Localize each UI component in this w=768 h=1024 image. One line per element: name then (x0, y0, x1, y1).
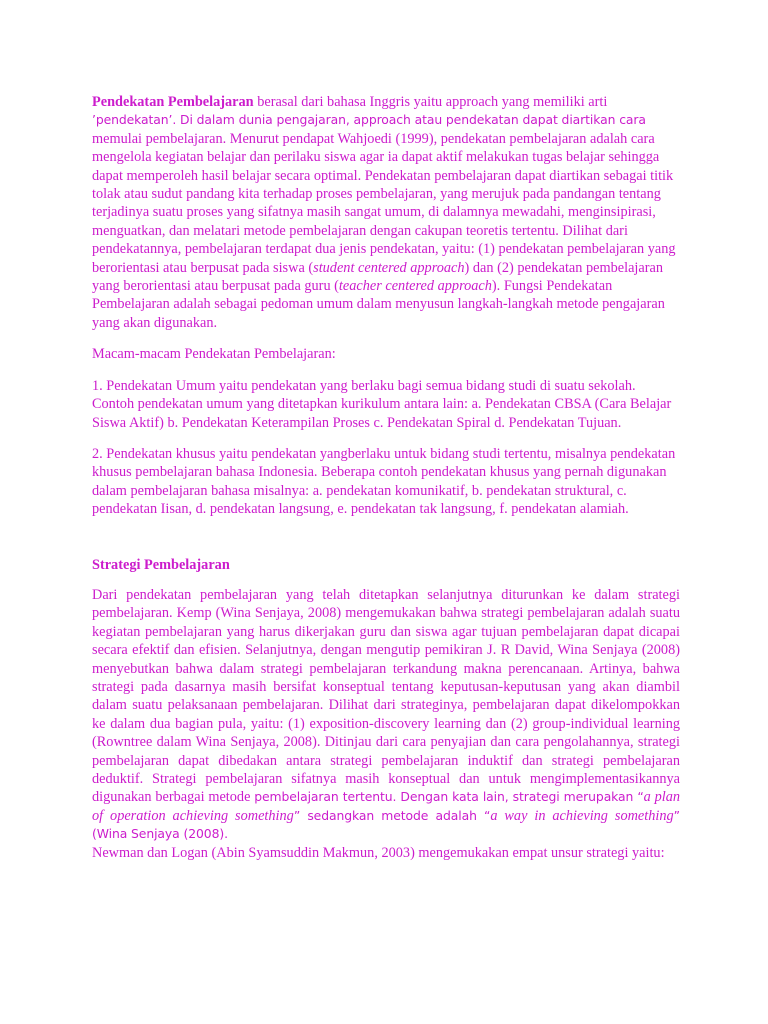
text-run: Dari pendekatan pembelajaran yang telah ditetapkan selanjutnya diturunkan ke dalam strategi pembelajaran. Kemp (Wina Senjaya, 2008) mengemukakan bahwa strategi pembelajaran adalah suatu kegiatan pembelajaran yang harus dikerjakan guru dan siswa agar tujuan pembelajaran dapat dicapai secara efektif dan efisien. Selanjutnya, dengan mengutip pemikiran J. R David, Wina Senjaya (2008) menyebutkan bahwa dalam strategi pembelajaran terkandung makna perencanaan. Artinya, bahwa strategi pada dasarnya masih bersifat konseptual tentang keputusan-keputusan yang akan diambil dalam suatu pelaksanaan pembelajaran. Dilihat dari strateginya, pembelajaran dapat dikelompokkan ke dalam dua bagian pula, yaitu: (1) exposition-discovery learning dan (2) group-individual learning (Rowntree dalam Wina Senjaya, 2008). Ditinjau dari cara penyajian dan cara pengolahannya, strategi pembelajaran dapat dibedakan antara strategi pembelajaran induktif dan strategi pembelajaran deduktif. Strategi pembelajaran sifatnya masih konseptual dan untuk mengimplementasikannya digunakan berbagai metode (92, 586, 680, 806)
paragraph-pendekatan-khusus: 2. Pendekatan khusus yaitu pendekatan yangberlaku untuk bidang studi tertentu, misalnya pendekatan khusus pembelajaran bahasa Indonesia. Beberapa contoh pendekatan khusus yang pernah digunakan dalam pembelajaran bahasa misalnya: a. pendekatan komunikatif, b. pendekatan struktural, c. pendekatan Iisan, d. pendekatan langsung, e. pendekatan tak langsung, f. pendekatan alamiah. (92, 445, 676, 518)
term-pendekatan-pembelajaran: Pendekatan Pembelajaran (92, 94, 254, 110)
italic-term-student-centered: student centered approach (313, 259, 465, 276)
italic-quote-way: a way in achieving something (490, 807, 674, 824)
italic-quote-plan: a plan of operation achieving something (92, 789, 681, 824)
text-run-sans: ’pendekatan’. Di dalam dunia pengajaran, approach atau pendekatan dapat diartikan cara (92, 112, 646, 128)
text-run: ). Fungsi Pendekatan Pembelajaran adalah sebagai pedoman umum dalam menyusun langkah-langkah metode pengajaran yang akan digunakan. (92, 278, 665, 331)
text-run: Newman dan Logan (Abin Syamsuddin Makmun, 2003) mengemukakan empat unsur strategi yaitu: (92, 844, 665, 861)
paragraph-pendekatan-intro (92, 93, 680, 332)
paragraph-macam-pendekatan: Macam-macam Pendekatan Pembelajaran: (92, 346, 336, 363)
paragraph-pendekatan-umum: 1. Pendekatan Umum yaitu pendekatan yang berlaku bagi semua bidang studi di suatu sekolah. Contoh pendekatan umum yang ditetapkan kurikulum antara lain: a. Pendekatan CBSA (Cara Belajar Siswa Aktif) b. Pendekatan Keterampilan Proses c. Pendekatan Spiral d. Pendekatan Tujuan. (92, 377, 672, 431)
text-run-sans: ” sedangkan metode adalah “ (293, 807, 491, 823)
document-page (92, 93, 680, 875)
text-run-sans: ” (Wina Senjaya (2008). (92, 807, 680, 842)
paragraph-strategi (92, 586, 680, 862)
text-run: memulai pembelajaran. Menurut pendapat Wahjoedi (1999), pendekatan pembelajaran adalah cara mengelola kegiatan belajar dan perilaku siswa agar ia dapat aktif melakukan tugas belajar sehingga dapat memperoleh hasil belajar secara optimal. Pendekatan pembelajaran dapat diartikan sebagai titik tolak atau sudut pandang kita terhadap proses pembelajaran, yang merujuk pada pandangan tentang terjadinya suatu proses yang sifatnya masih sangat umum, di dalamnya mewadahi, menginsipirasi, menguatkan, dan melatari metode pembelajaran dengan cakupan teoretis tertentu. Dilihat dari pendekatannya, pembelajaran terdapat dua jenis pendekatan, yaitu: (1) pendekatan pembelajaran yang berorientasi atau berpusat pada siswa ( (92, 130, 676, 276)
text-run: ) dan (2) pendekatan pembelajaran yang berorientasi atau berpusat pada guru ( (92, 259, 663, 295)
text-run: berasal dari bahasa Inggris yaitu approach yang memiliki arti (253, 94, 608, 110)
heading-strategi-pembelajaran: Strategi Pembelajaran (92, 556, 230, 573)
italic-term-teacher-centered: teacher centered approach (338, 278, 492, 295)
text-run-sans: pembelajaran tertentu. Dengan kata lain, strategi merupakan “ (254, 789, 644, 805)
